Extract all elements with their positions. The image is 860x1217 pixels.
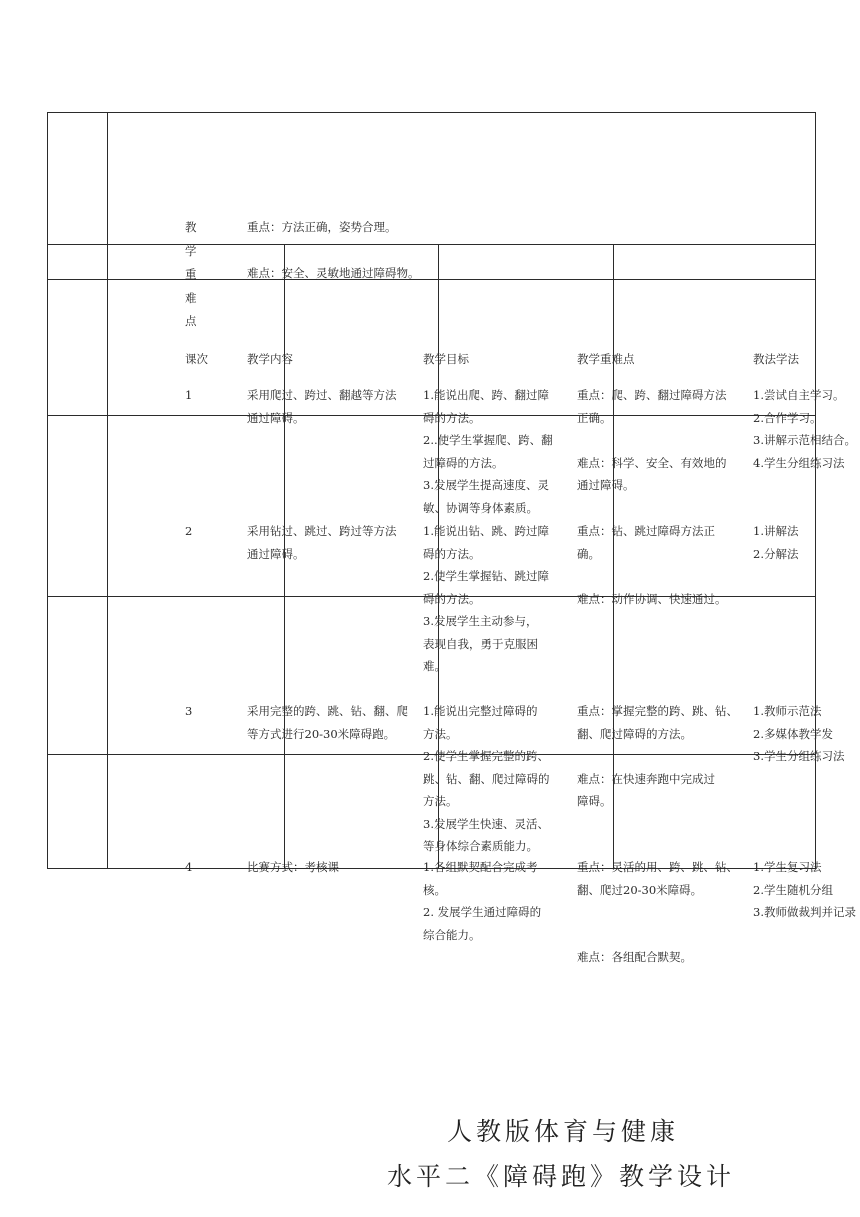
frame-divider-1 (47, 244, 816, 245)
cell-line: 1.教师示范法 (753, 704, 822, 718)
row-4-lesson-cell: 4 (185, 860, 193, 874)
key-points-label-char: 重 (185, 267, 197, 281)
cell-line (577, 565, 727, 588)
cell-line: 核。 (423, 882, 446, 897)
cell-line: 3.教师做裁判并记录 (753, 905, 856, 919)
cell-line: 综合能力。 (423, 927, 481, 942)
cell-line: 采用爬过、跨过、翻越等方法 (247, 388, 397, 402)
key-points-label (185, 216, 199, 334)
cell-line: 重点：爬、跨、翻过障碍方法 (577, 388, 727, 402)
cell-line: 碍的方法。 (423, 591, 481, 606)
row-3-lesson-cell: 3 (185, 704, 193, 718)
frame-divider-2 (47, 279, 816, 280)
cell-line: 重点：掌握完整的跨、跳、钻、 (577, 704, 738, 718)
cell-line: 过障碍的方法。 (423, 455, 504, 470)
cell-line: 2.使学生掌握完整的跨、 (423, 749, 549, 763)
cell-line: 采用完整的跨、跳、钻、翻、爬 (247, 704, 408, 718)
key-points-label-char: 点 (185, 314, 197, 328)
cell-line (577, 901, 738, 924)
header-key-points: 教学重难点 (577, 352, 635, 366)
row-3-methods-cell (753, 700, 844, 768)
header-goals: 教学目标 (423, 352, 469, 366)
cell-line: 碍的方法。 (423, 410, 481, 425)
cell-line: 1.能说出爬、跨、翻过障 (423, 388, 549, 402)
row-1-lesson-cell: 1 (185, 388, 193, 402)
cell-line: 2.多媒体教学发 (753, 726, 833, 741)
row-1-content-cell (247, 384, 397, 429)
cell-line: 难点：科学、安全、有效地的 (577, 455, 727, 470)
cell-line: 方法。 (423, 794, 458, 808)
row-3-goals-cell (423, 700, 550, 858)
cell-line: 2.合作学习。 (753, 410, 822, 425)
frame-left-border (47, 112, 48, 869)
cell-line: 翻、爬过障碍的方法。 (577, 726, 692, 741)
row-1-goals-cell (423, 384, 553, 519)
cell-line: 确。 (577, 546, 600, 561)
cell-line: 难。 (423, 659, 446, 673)
cell-line: 难点：在快速奔跑中完成过 (577, 771, 715, 786)
cell-line: 跳、钻、翻、爬过障碍的 (423, 771, 550, 786)
cell-line (577, 924, 738, 947)
cell-line: 翻、爬过20-30米障碍。 (577, 882, 703, 897)
key-points-label-char: 教 (185, 220, 197, 234)
cell-line: 3.发展学生主动参与， (423, 614, 538, 628)
cell-line: 1.各组默契配合完成考 (423, 860, 538, 874)
row-2-methods-cell (753, 520, 798, 565)
header-methods: 教法学法 (753, 352, 799, 366)
row-2-content-cell (247, 520, 397, 565)
key-points-focus: 重点：方法正确，姿势合理。 (247, 220, 397, 234)
row-1-key-points-cell (577, 384, 727, 497)
cell-line: 2. 发展学生通过障碍的 (423, 905, 542, 919)
cell-line: 通过障碍。 (247, 410, 305, 425)
row-2-goals-cell (423, 520, 549, 678)
cell-line: 表现自我，勇于克服困 (423, 636, 538, 651)
cell-line: 2.学生随机分组 (753, 882, 833, 897)
row-2-lesson-cell: 2 (185, 524, 193, 538)
cell-line: 1.能说出钻、跳、跨过障 (423, 524, 549, 538)
document-title-line-2: 水平二《障碍跑》教学设计 (387, 1162, 736, 1191)
cell-line (577, 429, 727, 452)
cell-line: 采用钻过、跳过、跨过等方法 (247, 524, 397, 538)
cell-line: 4.学生分组练习法 (753, 455, 845, 470)
row-2-key-points-cell (577, 520, 727, 610)
row-3-content-cell (247, 700, 408, 745)
document-title-line-1: 人教版体育与健康 (447, 1117, 680, 1146)
row-4-goals-cell (423, 856, 541, 946)
key-points-label-char: 难 (185, 290, 197, 305)
cell-line: 重点：灵活的用、跨、跳、钻、 (577, 860, 738, 874)
header-content: 教学内容 (247, 352, 293, 366)
cell-line: 难点：动作协调、快速通过。 (577, 591, 727, 606)
cell-line: 重点：钻、跳过障碍方法正 (577, 524, 715, 538)
cell-line (577, 745, 738, 768)
row-4-methods-cell (753, 856, 856, 924)
cell-line: 3.发展学生提高速度、灵 (423, 478, 549, 492)
cell-line: 通过障碍。 (577, 478, 635, 492)
cell-line: 1.学生复习法 (753, 860, 822, 874)
cell-line: 3.发展学生快速、灵活、 (423, 816, 549, 831)
frame-top-border (47, 112, 816, 113)
key-points-difficulty: 难点：安全、灵敏地通过障碍物。 (247, 266, 420, 280)
cell-line: 正确。 (577, 410, 612, 425)
cell-line: 1.讲解法 (753, 524, 799, 538)
key-points-label-char: 学 (185, 243, 197, 258)
cell-line: 2..使学生掌握爬、跨、翻 (423, 433, 553, 447)
row-3-key-points-cell (577, 700, 738, 813)
row-1-methods-cell (753, 384, 856, 474)
frame-column-line-1 (107, 112, 108, 869)
cell-line: 1.尝试自主学习。 (753, 388, 845, 402)
cell-line: 比赛方式：考核课 (247, 860, 339, 874)
cell-line: 方法。 (423, 726, 458, 741)
header-lesson: 课次 (185, 352, 208, 366)
cell-line: 障碍。 (577, 794, 612, 808)
cell-line: 3.讲解示范相结合。 (753, 433, 856, 447)
row-4-key-points-cell (577, 856, 738, 969)
cell-line: 2.使学生掌握钻、跳过障 (423, 569, 549, 583)
cell-line: 碍的方法。 (423, 546, 481, 561)
cell-line: 难点：各组配合默契。 (577, 950, 692, 964)
cell-line: 敏、协调等身体素质。 (423, 500, 538, 515)
row-4-content-cell (247, 856, 339, 879)
cell-line: 3.学生分组练习法 (753, 749, 845, 763)
cell-line: 1.能说出完整过障碍的 (423, 704, 538, 718)
cell-line: 等方式进行20-30米障碍跑。 (247, 726, 396, 741)
cell-line: 2.分解法 (753, 546, 799, 561)
cell-line: 等身体综合素质能力。 (423, 839, 538, 853)
cell-line: 通过障碍。 (247, 546, 305, 561)
